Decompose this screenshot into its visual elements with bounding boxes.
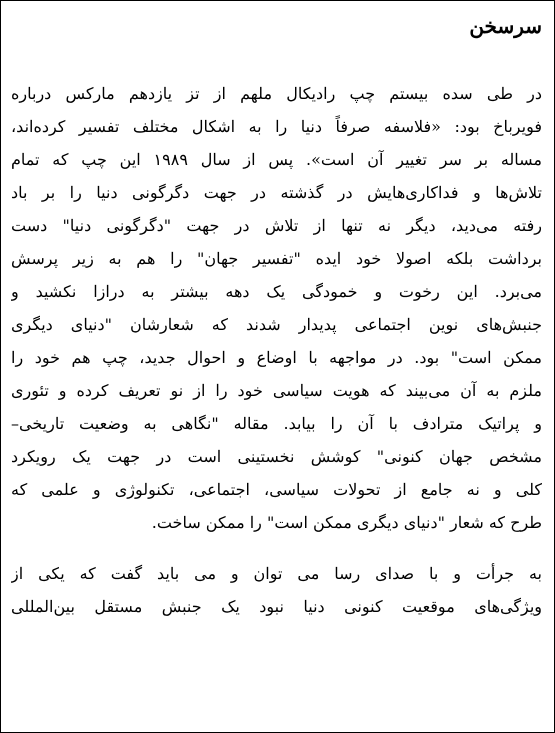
text-line: در طی سده بیستم چپ رادیکال ملهم از تز یازدهم مارکس درباره xyxy=(11,84,542,103)
text-line: فویرباخ بود: «فلاسفه صرفاً دنیا را به اشکال مختلف تفسیر کرده‌اند، xyxy=(11,117,542,136)
text-line: طرح که شعار "دنیای دیگری ممکن است" را ممکن ساخت. xyxy=(151,513,542,532)
paragraph-spacer xyxy=(11,539,542,557)
text-line: تلاش‌ها و فداکاری‌هایش در گذشته در جهت دگرگونی دنیا را بر باد xyxy=(11,183,542,202)
paragraph-1 xyxy=(11,77,542,539)
page-title: سرسخن xyxy=(469,14,542,38)
text-line: رفته می‌دید، دیگر نه تنها از تلاش در جهت "دگرگونی دنیا" دست xyxy=(11,216,542,235)
text-line: ملزم به آن می‌بیند که هویت سیاسی خود را از نو تعریف کرده و تئوری xyxy=(11,381,542,400)
paragraph-2 xyxy=(11,557,542,623)
text-line: مشخص جهان کنونی" کوشش نخستینی است در جهت یک رویکرد xyxy=(11,447,542,466)
text-line: جنبش‌های نوین اجتماعی پدیدار شدند که شعارشان "دنیای دیگری xyxy=(11,315,542,334)
text-line: کلی و نه جامع از تحولات سیاسی، اجتماعی، تکنولوژی و علمی که xyxy=(11,480,542,499)
text-line: ویژگی‌های موقعیت کنونی دنیا نبود یک جنبش مستقل بین‌المللی xyxy=(11,597,542,616)
body-text xyxy=(11,77,542,623)
text-line: مساله بر سر تغییر آن است». پس از سال ۱۹۸۹ این چپ که تمام xyxy=(11,150,542,169)
text-line: به جرأت و با صدای رسا می توان و می باید گفت که یکی از xyxy=(11,564,542,583)
text-line: می‌برد. این رخوت و خمودگی یک دهه بیشتر به درازا نکشید و xyxy=(11,282,542,301)
text-line: ممکن است" بود. در مواجهه با اوضاع و احوال جدید، چپ هم خود را xyxy=(11,348,542,367)
text-line: و پراتیک مترادف با آن را بیابد. مقاله "نگاهی به وضعیت تاریخی– xyxy=(11,414,542,433)
text-line: برداشت بلکه اصولا خود ایده "تفسیر جهان" را هم به زیر پرسش xyxy=(11,249,542,268)
